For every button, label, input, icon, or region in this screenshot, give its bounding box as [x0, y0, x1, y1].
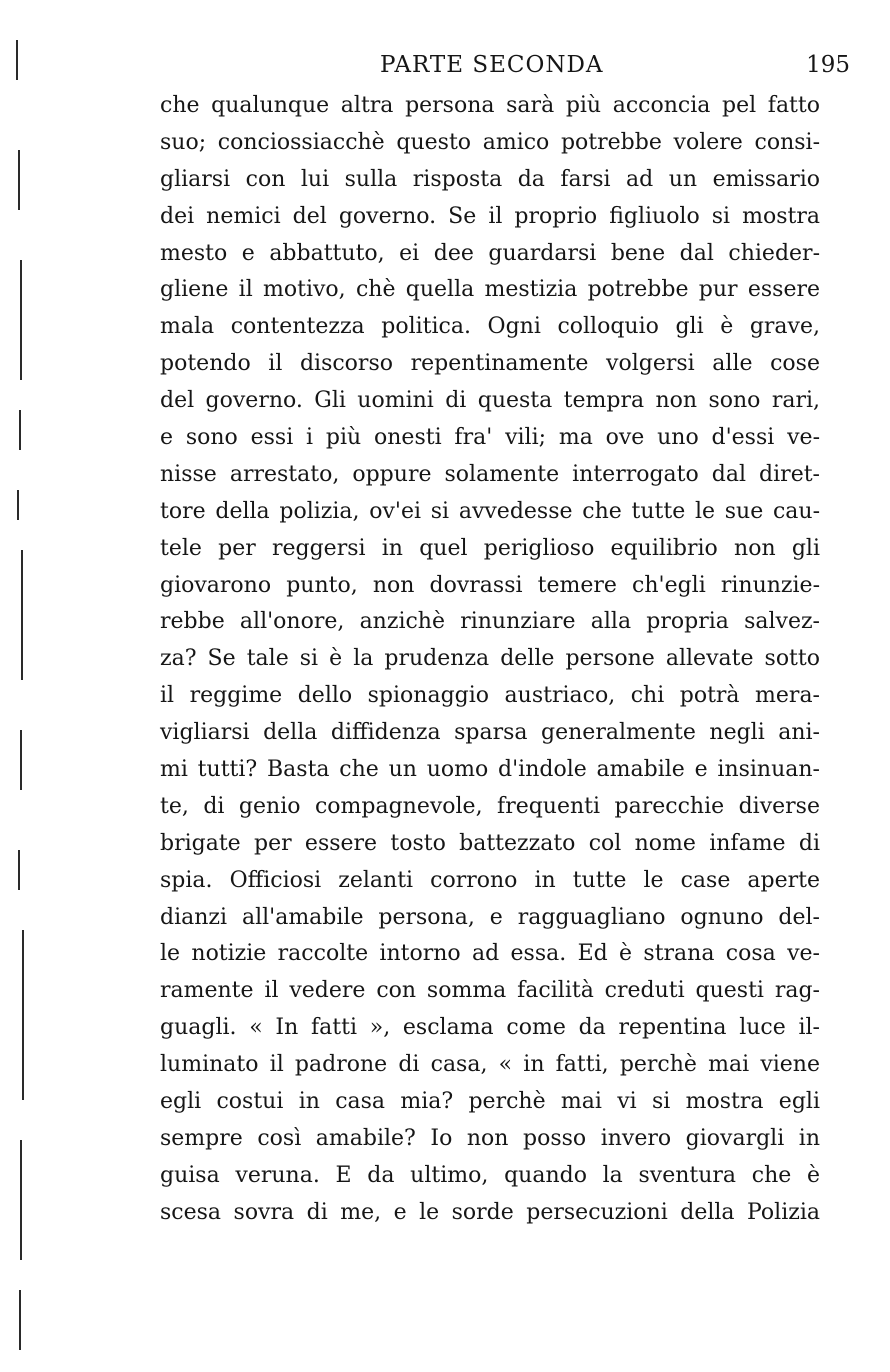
body-text	[160, 88, 820, 1232]
page-number: 195	[806, 52, 850, 78]
text-line: tele per reggersi in quel periglioso equilibrio non gli	[160, 535, 820, 561]
text-line: il reggime dello spionaggio austriaco, chi potrà mera-	[160, 683, 820, 709]
text-line: scesa sovra di me, e le sorde persecuzioni della Polizia	[160, 1199, 820, 1225]
text-line: le notizie raccolte intorno ad essa. Ed è strana cosa ve-	[160, 941, 820, 967]
text-line: brigate per essere tosto battezzato col nome infame di	[160, 830, 820, 856]
page-gutter-scan-marks	[4, 30, 26, 1360]
text-line: del governo. Gli uomini di questa tempra non sono rari,	[160, 388, 820, 414]
text-line: ramente il vedere con somma facilità creduti questi rag-	[160, 978, 820, 1004]
text-line: gliene il motivo, chè quella mestizia potrebbe pur essere	[160, 277, 820, 303]
text-line: mesto e abbattuto, ei dee guardarsi bene dal chieder-	[160, 240, 820, 266]
text-line: nisse arrestato, oppure solamente interrogato dal diret-	[160, 461, 820, 487]
running-title: PARTE SECONDA	[380, 52, 604, 78]
text-line: mi tutti? Basta che un uomo d'indole amabile e insinuan-	[160, 757, 820, 783]
text-line: mala contentezza politica. Ogni colloquio gli è grave,	[160, 314, 820, 340]
text-line: suo; conciossiacchè questo amico potrebbe volere consi-	[160, 129, 820, 155]
text-line: vigliarsi della diffidenza sparsa generalmente negli ani-	[160, 720, 820, 746]
text-line: potendo il discorso repentinamente volgersi alle cose	[160, 351, 820, 377]
text-line: e sono essi i più onesti fra' vili; ma ove uno d'essi ve-	[160, 425, 820, 451]
text-line: guagli. « In fatti », esclama come da repentina luce il-	[160, 1015, 820, 1041]
text-line: rebbe all'onore, anzichè rinunziare alla propria salvez-	[160, 609, 820, 635]
text-line: che qualunque altra persona sarà più acconcia pel fatto	[160, 93, 820, 118]
text-line: spia. Officiosi zelanti corrono in tutte le case aperte	[160, 867, 820, 893]
text-line: tore della polizia, ov'ei si avvedesse che tutte le sue cau-	[160, 498, 820, 524]
text-line: dei nemici del governo. Se il proprio figliuolo si mostra	[160, 203, 820, 229]
text-line: giovarono punto, non dovrassi temere ch'egli rinunzie-	[160, 572, 820, 598]
text-line: sempre così amabile? Io non posso invero giovargli in	[160, 1125, 820, 1151]
text-line: za? Se tale si è la prudenza delle persone allevate sotto	[160, 646, 820, 672]
text-line: guisa veruna. E da ultimo, quando la sventura che è	[160, 1162, 820, 1188]
text-line: te, di genio compagnevole, frequenti parecchie diverse	[160, 793, 820, 819]
text-line: gliarsi con lui sulla risposta da farsi ad un emissario	[160, 166, 820, 192]
text-line: egli costui in casa mia? perchè mai vi si mostra egli	[160, 1089, 820, 1115]
text-line: dianzi all'amabile persona, e ragguagliano ognuno del-	[160, 904, 820, 930]
text-line: luminato il padrone di casa, « in fatti, perchè mai viene	[160, 1052, 820, 1078]
page-header	[160, 52, 850, 86]
